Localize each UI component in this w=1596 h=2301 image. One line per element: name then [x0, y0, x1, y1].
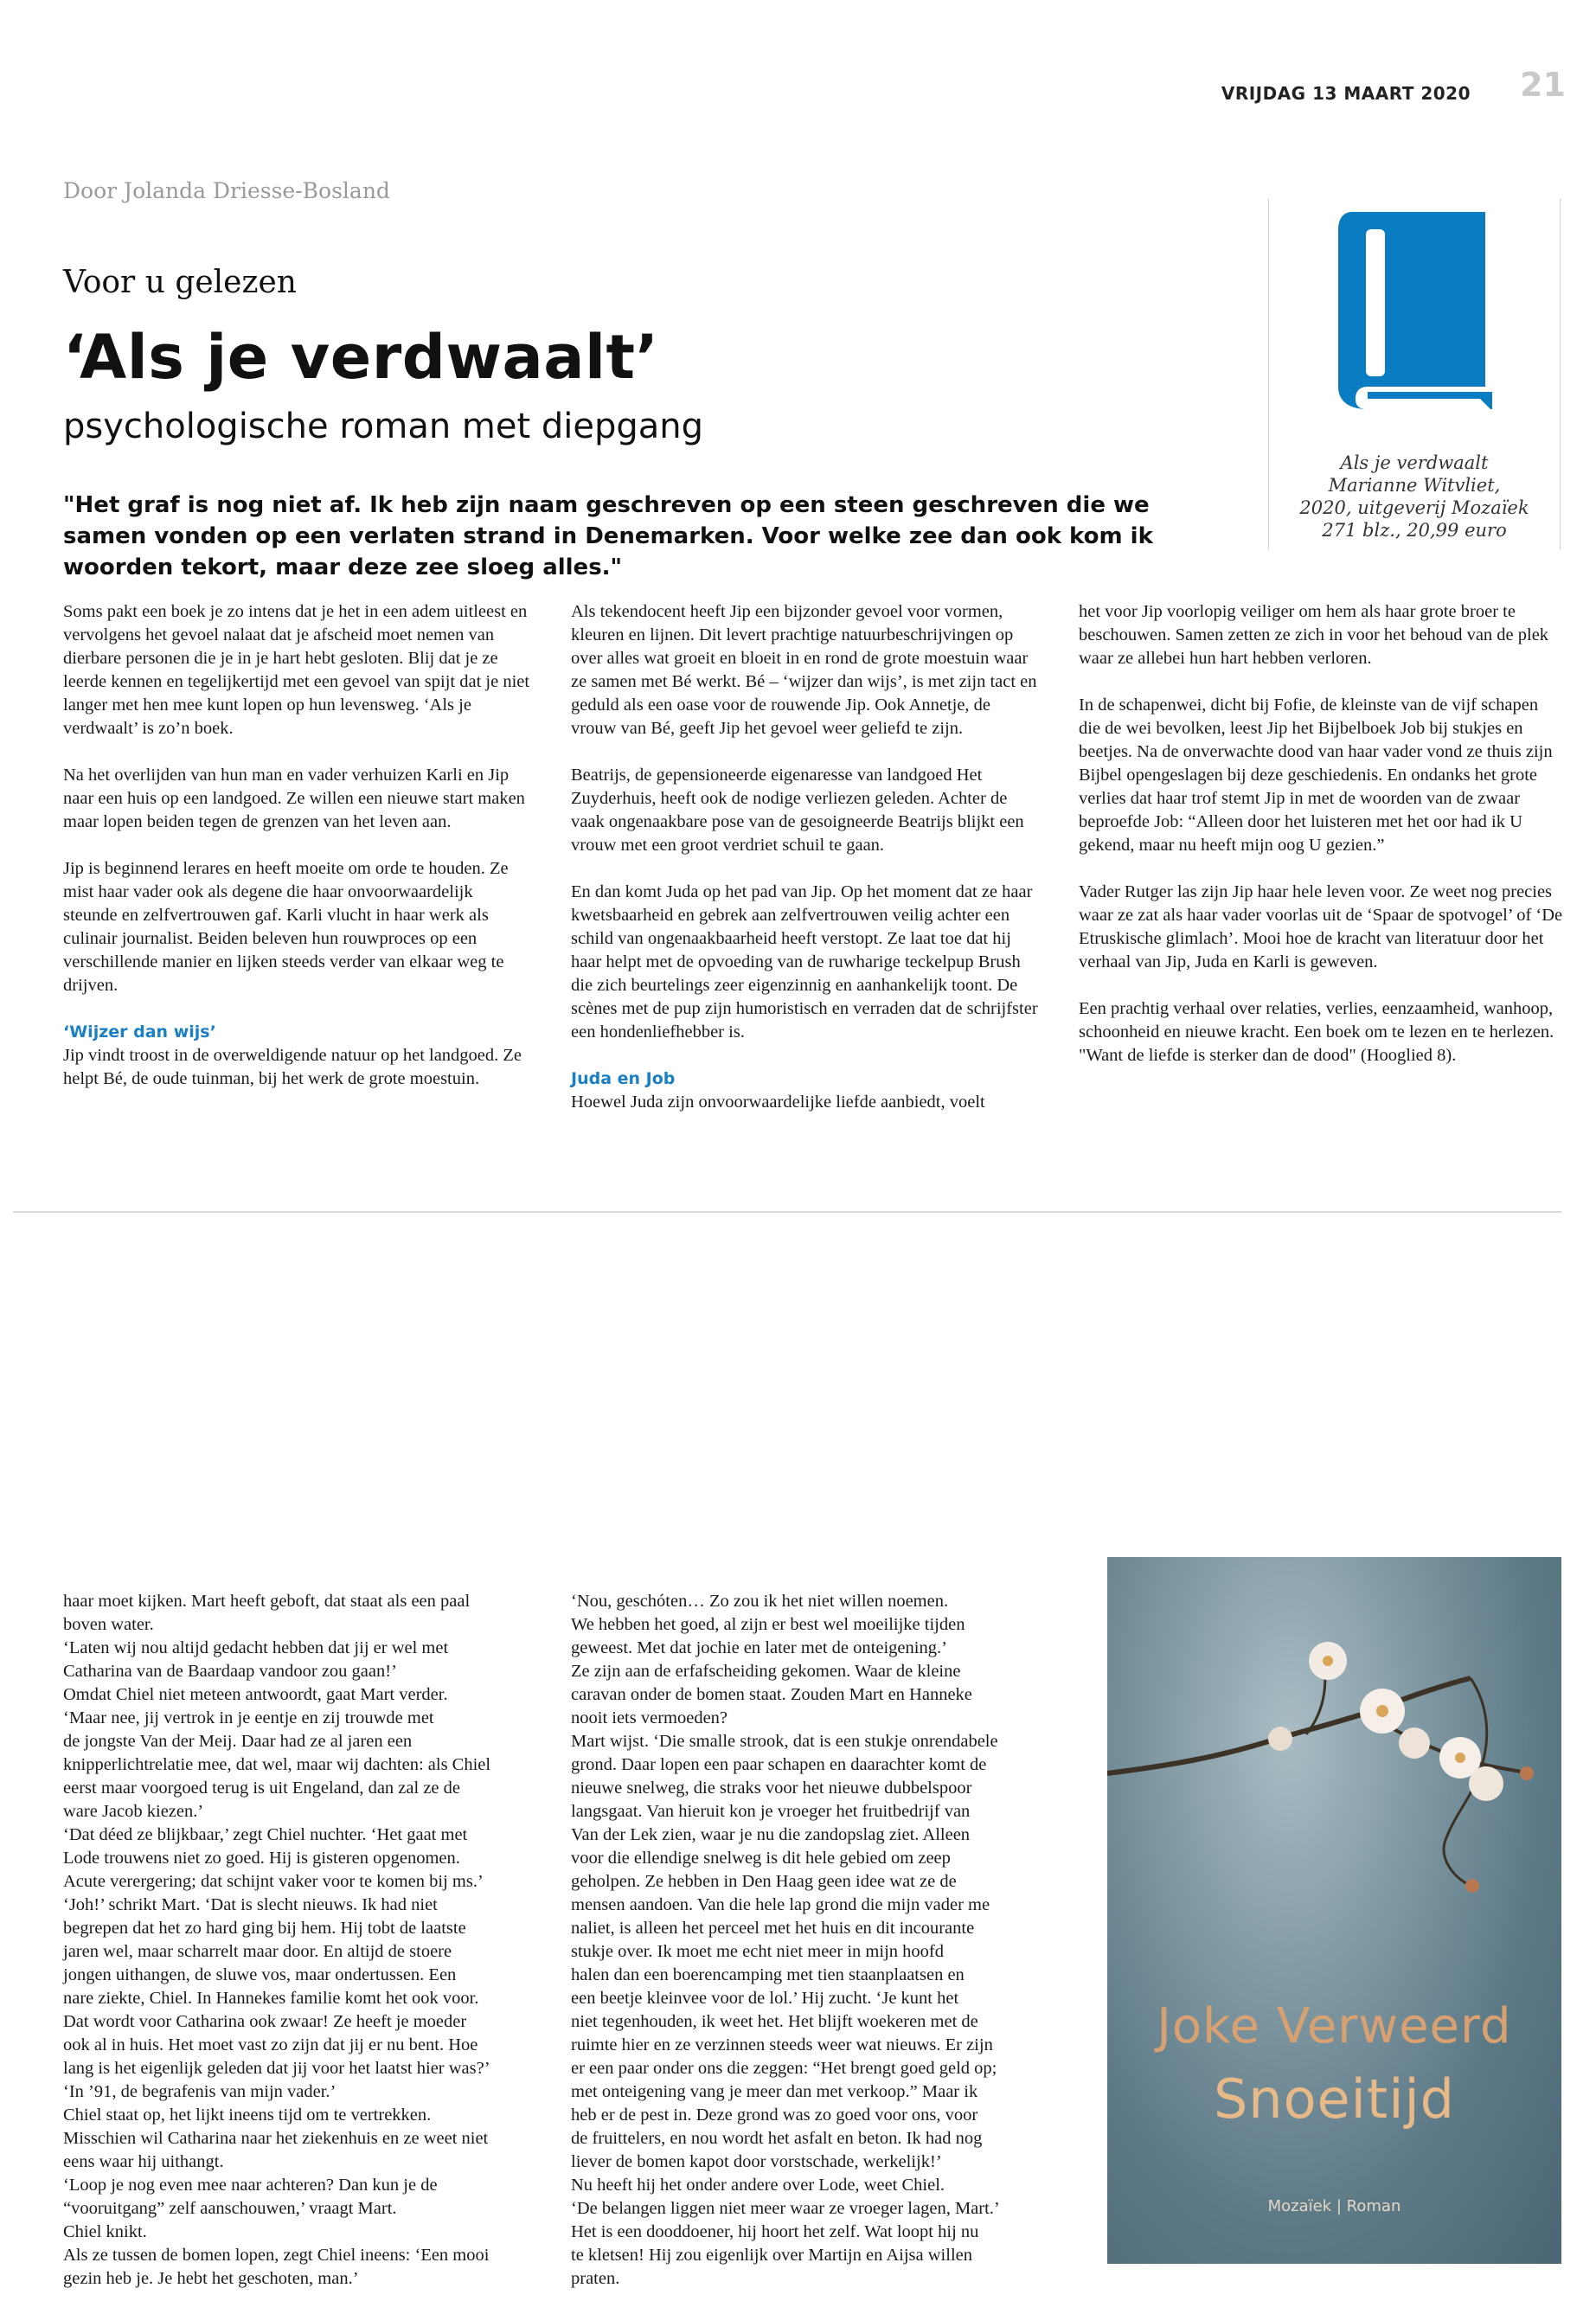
- subheading-juda: Juda en Job: [571, 1069, 676, 1088]
- excerpt-line: de fruittelers, en nou wordt het asfalt en beton. Ik had nog: [571, 2129, 983, 2148]
- branch: [1107, 1678, 1471, 1773]
- excerpt-line: ‘De belangen liggen niet meer waar ze vroeger lagen, Mart.’: [571, 2199, 1000, 2218]
- excerpt-line: eerst maar voorgoed terug is uit Engeland, dan zal ze de: [63, 1779, 460, 1798]
- paragraph: Jip is beginnend lerares en heeft moeite om orde te houden. Ze mist haar vader ook als degene die haar onvoorwaardelijk steunde en zelfvertrouwen gaf. Karli vlucht in haar werk als culinair journalist. Beiden beleven hun rouwproces op een verschillende manier en lijken steeds verder van elkaar weg te drijven.: [63, 859, 509, 995]
- section-divider: [13, 1211, 1561, 1213]
- excerpt-line: knipperlichtrelatie mee, dat wel, maar wij dachten: als Chiel: [63, 1755, 491, 1774]
- excerpt-line: boven water.: [63, 1615, 154, 1634]
- excerpt-line: liever de bomen kapot door vorstschade, werkelijk!’: [571, 2152, 942, 2171]
- blossom: [1469, 1766, 1503, 1801]
- excerpt-line: jaren wel, maar scharrelt maar door. En altijd de stoere: [63, 1942, 452, 1961]
- excerpt-line: We hebben het goed, al zijn er best wel moeilijke tijden: [571, 1615, 965, 1634]
- cover-author: Joke Verweerd: [1157, 1998, 1512, 2054]
- headline: ‘Als je verdwaalt’: [63, 322, 659, 393]
- book-cover-image: [1107, 1557, 1561, 2264]
- excerpt-line: een beetje kleinvee voor de lol.’ Hij zucht. ‘Je kunt het: [571, 1989, 959, 2008]
- blossom-center: [1376, 1705, 1388, 1717]
- excerpt-line: ‘Laten wij nou altijd gedacht hebben dat jij er wel met: [63, 1638, 449, 1657]
- paragraph: het voor Jip voorlopig veiliger om hem als haar grote broer te beschouwen. Samen zetten ze zich in voor het behoud van de plek waar ze allebei hun hart hebben verloren.: [1079, 602, 1549, 668]
- excerpt-line: begrepen dat het zo hard ging bij hem. Hij tobt de laatste: [63, 1919, 466, 1938]
- excerpt-line: gezin heb je. Je hebt het geschoten, man.’: [63, 2269, 359, 2288]
- excerpt-line: Lode trouwens niet zo goed. Hij is gisteren opgenomen.: [63, 1849, 460, 1868]
- excerpt-line: te kletsen! Hij zou eigenlijk over Martijn en Aijsa willen: [571, 2246, 972, 2265]
- excerpt-line: Dat wordt voor Catharina ook zwaar! Ze heeft je moeder: [63, 2012, 467, 2031]
- excerpt-line: Chiel knikt.: [63, 2222, 147, 2241]
- excerpt-line: praten.: [571, 2269, 620, 2288]
- book-info-publisher: 2020, uitgeverij Mozaïek: [1299, 497, 1529, 518]
- excerpt-line: stukje over. Ik moet me echt niet meer in mijn hoofd: [571, 1942, 944, 1961]
- excerpt-line: Ze zijn aan de erfafscheiding gekomen. Waar de kleine: [571, 1662, 961, 1681]
- paragraph: Beatrijs, de gepensioneerde eigenaresse van landgoed Het Zuyderhuis, heeft ook de nodige verliezen geleden. Achter de vaak ongenaakbare pose van de gesoigneerde Beatrijs blijkt een vrouw met een groot verdriet schuil te gaan.: [571, 766, 1024, 855]
- excerpt-line: eens waar hij uithangt.: [63, 2152, 224, 2171]
- excerpt-line: Omdat Chiel niet meteen antwoordt, gaat Mart verder.: [63, 1685, 448, 1704]
- article-column-3: [1079, 600, 1563, 1091]
- excerpt-line: ‘Maar nee, jij vertrok in je eentje en zij trouwde met: [63, 1708, 434, 1727]
- pull-quote: "Het graf is nog niet af. Ik heb zijn naam geschreven op een steen geschreven die we samen vonden op een verlaten strand in Denemarken. Voor welke zee dan ook kom ik woorden tekort, maar deze zee sloeg alles.": [63, 492, 1153, 580]
- excerpt-line: Nu heeft hij het onder andere over Lode, weet Chiel.: [571, 2176, 945, 2195]
- excerpt-line: ‘Joh!’ schrikt Mart. ‘Dat is slecht nieuws. Ik had niet: [63, 1895, 438, 1914]
- excerpt-column-2: [571, 1590, 1055, 2291]
- excerpt-line: Chiel staat op, het lijkt ineens tijd om te vertrekken.: [63, 2106, 432, 2125]
- excerpt-line: Misschien wil Catharina naar het ziekenhuis en ze weet niet: [63, 2129, 489, 2148]
- excerpt-line: met onteigening vang je meer dan met verkoop.” Maar ik: [571, 2082, 978, 2101]
- paragraph: Vader Rutger las zijn Jip haar hele leven voor. Ze weet nog precies waar ze zat als haar vader voorlas uit de ‘Spaar de spotvogel’ of ‘De Etruskische glimlach’. Mooi hoe de kracht van literatuur door het verhaal van Jip, Juda en Karli is geweven.: [1079, 882, 1563, 971]
- article-column-2: [571, 600, 1038, 1138]
- subheadline: psychologische roman met diepgang: [63, 407, 704, 446]
- excerpt-line: de jongste Van der Meij. Daar had ze al jaren een: [63, 1732, 413, 1751]
- blossom-center: [1323, 1656, 1333, 1666]
- excerpt-line: halen dan een boerencamping met tien staanplaatsen en: [571, 1965, 965, 1984]
- excerpt-line: jongen uithangen, de sluwe vos, maar ondertussen. Een: [63, 1965, 457, 1984]
- book-icon-cover: [1338, 212, 1492, 409]
- excerpt-line: nieuwe snelweg, die straks voor het nieuwe dubbelspoor: [571, 1779, 972, 1798]
- excerpt-column-1: [63, 1590, 548, 2291]
- excerpt-line: langsgaat. Van hieruit kon je vroeger het fruitbedrijf van: [571, 1802, 971, 1821]
- paragraph: En dan komt Juda op het pad van Jip. Op het moment dat ze haar kwetsbaarheid en gebrek aan zelfvertrouwen veilig achter een schild van ongenaakbaarheid heeft verstopt. Ze laat toe dat hij haar helpt met de opvoeding van de ruwharige teckelpup Brush die zich beurtelings zeer eigenzinnig en aanhankelijk toont. De scènes met de pup zijn humoristisch en verraden dat de schrijfster een hondenliefhebber is.: [571, 882, 1038, 1042]
- excerpt-line: Catharina van de Baardaap vandoor zou gaan!’: [63, 1662, 397, 1681]
- excerpt-line: mensen aandoen. Van die hele lap grond die mijn vader me: [571, 1895, 990, 1914]
- excerpt-line: nare ziekte, Chiel. In Hannekes familie komt het ook voor.: [63, 1989, 479, 2008]
- excerpt-line: lang is het eigenlijk geleden dat jij voor het laatst hier was?’: [63, 2059, 490, 2078]
- excerpt-line: geholpen. Ze hebben in Den Haag geen idee wat ze de: [571, 1872, 957, 1891]
- section-label: Voor u gelezen: [63, 265, 297, 300]
- excerpt-line: ruimte hier en ze verzinnen steeds weer wat nieuws. Er zijn: [571, 2035, 993, 2054]
- excerpt-line: haar moet kijken. Mart heeft geboft, dat staat als een paal: [63, 1592, 471, 1611]
- byline: Door Jolanda Driesse-Bosland: [63, 178, 390, 203]
- excerpt-line: heb er de pest in. Deze grond was zo goed voor ons, voor: [571, 2106, 978, 2125]
- excerpt-line: ware Jacob kiezen.’: [63, 1802, 204, 1821]
- blossom-center: [1455, 1753, 1465, 1763]
- book-info-author: Marianne Witvliet,: [1328, 475, 1501, 496]
- book-info-title: Als je verdwaalt: [1340, 452, 1489, 473]
- excerpt-line: ‘Nou, geschóten… Zo zou ik het niet willen noemen.: [571, 1592, 949, 1611]
- cover-title: Snoeitijd: [1213, 2067, 1456, 2131]
- excerpt-line: Van der Lek zien, waar je nu die zandopslag ziet. Alleen: [571, 1825, 971, 1844]
- subheading-wijzer: ‘Wijzer dan wijs’: [63, 1022, 216, 1042]
- excerpt-line: ook al in huis. Het moet vast zo zijn dat jij er nu bent. Hoe: [63, 2035, 478, 2054]
- excerpt-line: caravan onder de bomen staat. Zouden Mart en Hanneke: [571, 1685, 972, 1704]
- paragraph: Na het overlijden van hun man en vader verhuizen Karli en Jip naar een huis op een landgoed. Ze willen een nieuwe start maken maar lopen beiden tegen de grenzen van het leven aan.: [63, 766, 525, 831]
- excerpt-line: nooit iets vermoeden?: [571, 1708, 728, 1727]
- book-info: [1272, 452, 1557, 542]
- excerpt-line: grond. Daar lopen een paar schapen en daarachter komt de: [571, 1755, 987, 1774]
- excerpt-line: ‘In ’91, de begrafenis van mijn vader.’: [63, 2082, 337, 2101]
- book-info-price: 271 blz., 20,99 euro: [1322, 520, 1507, 541]
- paragraph: In de schapenwei, dicht bij Fofie, de kleinste van de vijf schapen die de wei bevolken, leest Jip het Bijbelboek Job bij stukjes en beetjes. Na de onverwachte dood van haar vader vond ze thuis zijn Bijbel opengeslagen bij deze geschiedenis. En ondanks het grote verlies dat haar trof stemt Jip in met de woorden van de zwaar beproefde Job: “Alleen door het luisteren met het oor had ik U gekend, maar nu heeft mijn oog U gezien.”: [1079, 695, 1553, 855]
- excerpt-line: ‘Loop je nog even mee naar achteren? Dan kun je de: [63, 2176, 438, 2195]
- cover-publisher: Mozaïek | Roman: [1267, 2197, 1401, 2215]
- excerpt-line: Het is een dooddoener, hij hoort het zelf. Wat loopt hij nu: [571, 2222, 979, 2241]
- info-box-divider-right: [1560, 199, 1561, 549]
- blossom: [1399, 1727, 1430, 1759]
- excerpt-line: er een paar onder ons die zeggen: “Het brengt goed geld op;: [571, 2059, 997, 2078]
- paragraph: Hoewel Juda zijn onvoorwaardelijke liefde aanbiedt, voelt: [571, 1093, 985, 1112]
- excerpt-line: Mart wijst. ‘Die smalle strook, dat is een stukje onrendabele: [571, 1732, 998, 1751]
- issue-date: VRIJDAG 13 MAART 2020: [1221, 83, 1471, 104]
- bud: [1465, 1879, 1479, 1893]
- paragraph: Een prachtig verhaal over relaties, verlies, eenzaamheid, wanhoop, schoonheid en nieuwe kracht. Een boek om te lezen en te herlezen. "Want de liefde is sterker dan de dood" (Hooglied 8).: [1079, 999, 1554, 1065]
- article-column-1: [63, 600, 530, 1114]
- paragraph: Jip vindt troost in de overweldigende natuur op het landgoed. Ze helpt Bé, de oude tuinman, bij het werk de grote moestuin.: [63, 1046, 522, 1088]
- excerpt-line: “vooruitgang” zelf aanschouwen,’ vraagt Mart.: [63, 2199, 397, 2218]
- excerpt-line: niet tegenhouden, ik weet het. Het blijft woekeren met de: [571, 2012, 978, 2031]
- excerpt-line: ‘Dat déed ze blijkbaar,’ zegt Chiel nuchter. ‘Het gaat met: [63, 1825, 468, 1844]
- page-number: 21: [1520, 66, 1566, 104]
- excerpt-line: Als ze tussen de bomen lopen, zegt Chiel ineens: ‘Een mooi: [63, 2246, 490, 2265]
- book-icon-spine: [1366, 229, 1385, 376]
- blossom-branch-illustration: [1107, 1557, 1561, 2264]
- info-box-divider: [1268, 199, 1269, 549]
- blossom: [1268, 1727, 1292, 1751]
- excerpt-line: Acute verergering; dat schijnt vaker voor te komen bij ms.’: [63, 1872, 484, 1891]
- book-icon: [1328, 203, 1501, 420]
- paragraph: Als tekendocent heeft Jip een bijzonder gevoel voor vormen, kleuren en lijnen. Dit levert prachtige natuurbeschrijvingen op over alles wat groeit en bloeit in en rond de grote moestuin waar ze samen met Bé werkt. Bé – ‘wijzer dan wijs’, is met zijn tact en geduld als een oase voor de rouwende Jip. Ook Annetje, de vrouw van Bé, geeft Jip het gevoel weer geliefd te zijn.: [571, 602, 1037, 738]
- paragraph: Soms pakt een boek je zo intens dat je het in een adem uitleest en vervolgens het gevoel nalaat dat je afscheid moet nemen van dierbare personen die je in je hart hebt gesloten. Blij dat je ze leerde kennen en tegelijkertijd met een gevoel van spijt dat je niet langer met hen mee kunt lopen op hun levensweg. ‘Als je verdwaalt’ is zo’n boek.: [63, 602, 530, 738]
- excerpt-line: geweest. Met dat jochie en later met de onteigening.’: [571, 1638, 947, 1657]
- excerpt-line: voor die ellendige snelweg is dit hele gebied om zeep: [571, 1849, 951, 1868]
- bud: [1520, 1766, 1534, 1780]
- excerpt-line: naliet, is alleen het perceel met het huis en dit incourante: [571, 1919, 975, 1938]
